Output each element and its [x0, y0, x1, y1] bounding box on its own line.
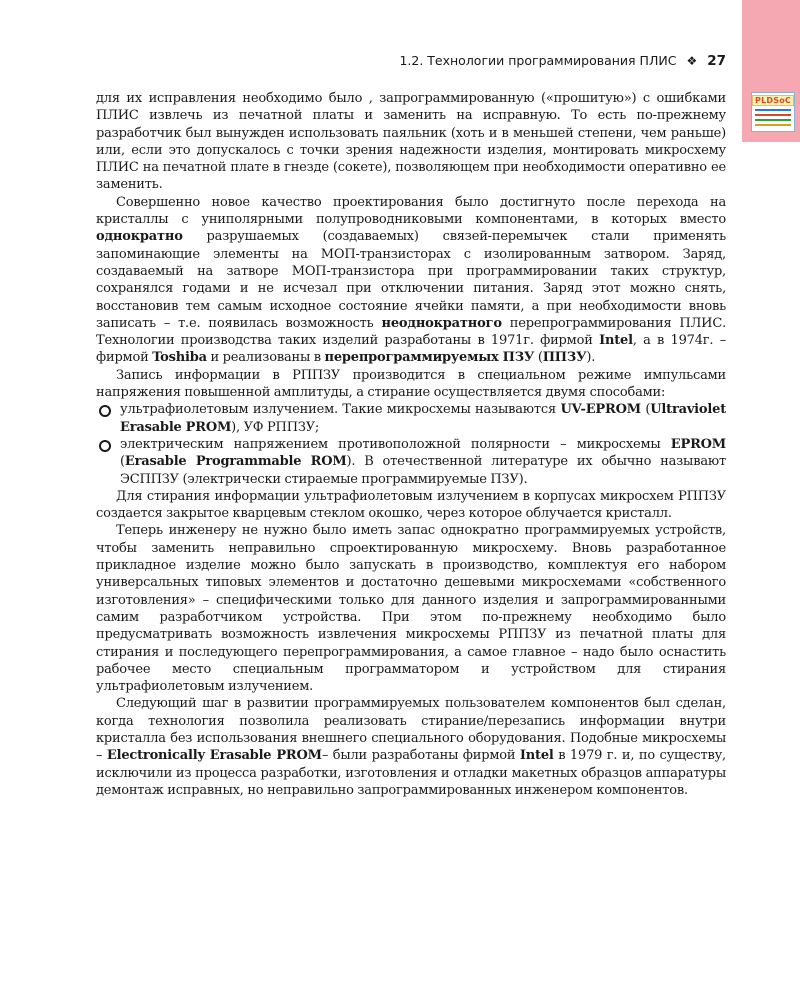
logo-text: PLDSoC	[752, 95, 794, 106]
list-item: электрическим напряжением противоположной полярности – микросхемы EPROM (Erasable Programmable ROM). В отечественной литературе их обычно называют ЭСППЗУ (электрически стираемые программируемые ПЗУ).	[120, 436, 726, 488]
paragraph-2: Совершенно новое качество проектирования было достигнуто после перехода на кристаллы с униполярными полупроводниковыми компонентами, в которых вместо однократно разрушаемых (создаваемых) связей-перемычек стали применять запоминающие элементы на МОП-транзисторах с изолированным затвором. Заряд, создаваемый на затворе МОП-транзистора при программировании таких структур, сохранялся годами и не исчезал при отключении питания. Заряд этот можно снять, восстановив тем самым исходное состояние ячейки памяти, а при необходимости вновь записать – т.е. появилась возможность неоднократного перепрограммирования ПЛИС. Технологии производства таких изделий разработаны в 1971г. фирмой Intel, а в 1974г. – фирмой Toshiba и реализованы в перепрограммируемых ПЗУ (ППЗУ).	[96, 194, 727, 366]
paragraph-3: Запись информации в РППЗУ производится в специальном режиме импульсами напряжения повышенной амплитуды, а стирание осуществляется двумя способами:	[96, 367, 726, 401]
section-title: 1.2. Технологии программирования ПЛИС	[399, 53, 677, 68]
circle-bullet-icon	[99, 405, 111, 417]
paragraph-1: для их исправления необходимо было , запрограммированную («прошитую») с ошибками ПЛИС извлечь из печатной платы и заменить на исправную. То есть по-прежнему разработчик был вынужден использовать паяльник (хоть и в меньшей степени, чем раньше) или, если это допускалось с точки зрения надежности изделия, монтировать микросхему ПЛИС на печатной плате в гнезде (сокете), позволяющем при необходимости оперативно ее заменить.	[96, 91, 726, 193]
paragraph-5: Теперь инженеру не нужно было иметь запас однократно программируемых устройств, чтобы заменить неправильно спроектированную микросхему. Вновь разработанное прикладное изделие можно было запускать в производство, комплектуя его набором универсальных типовых элементов и достаточно дешевыми микросхемами «собственного изготовления» – специфическими только для данного изделия и запрограммированными самим разработчиком устройства. При этом по-прежнему необходимо было предусматривать возможность извлечения микросхемы РППЗУ из печатной платы для стирания и последующего перепрограммирования, а самое главное – надо было оснастить рабочее место специальным программатором и устройством для стирания ультрафиолетовым излучением.	[96, 523, 726, 695]
pldsoc-logo	[751, 92, 795, 132]
running-header	[96, 53, 726, 73]
diamond-icon: ❖	[686, 54, 698, 68]
paragraph-6: Следующий шаг в развитии программируемых пользователем компонентов был сделан, когда технология позволила реализовать стирание/перезапись информации внутри кристалла без использования внешнего специального оборудования. Подобные микросхемы – Electronically Erasable PROM– были разработаны фирмой Intel в 1979 г. и, по существу, исключили из процесса разработки, изготовления и отладки макетных образцов аппаратуры демонтаж исправных, но неправильно запрограммированных инженером компонентов.	[96, 696, 726, 798]
list-item: ультрафиолетовым излучением. Такие микросхемы называются UV-EPROM (Ultraviolet Erasable PROM), УФ РППЗУ;	[120, 401, 726, 436]
bullet-list	[96, 401, 726, 487]
paragraph-4: Для стирания информации ультрафиолетовым излучением в корпусах микросхем РППЗУ создается закрытое кварцевым стеклом окошко, через которое облучается кристалл.	[96, 488, 726, 522]
logo-graphic	[755, 109, 791, 129]
page-number: 27	[707, 53, 726, 69]
circle-bullet-icon	[99, 440, 111, 452]
page-body	[96, 90, 726, 799]
